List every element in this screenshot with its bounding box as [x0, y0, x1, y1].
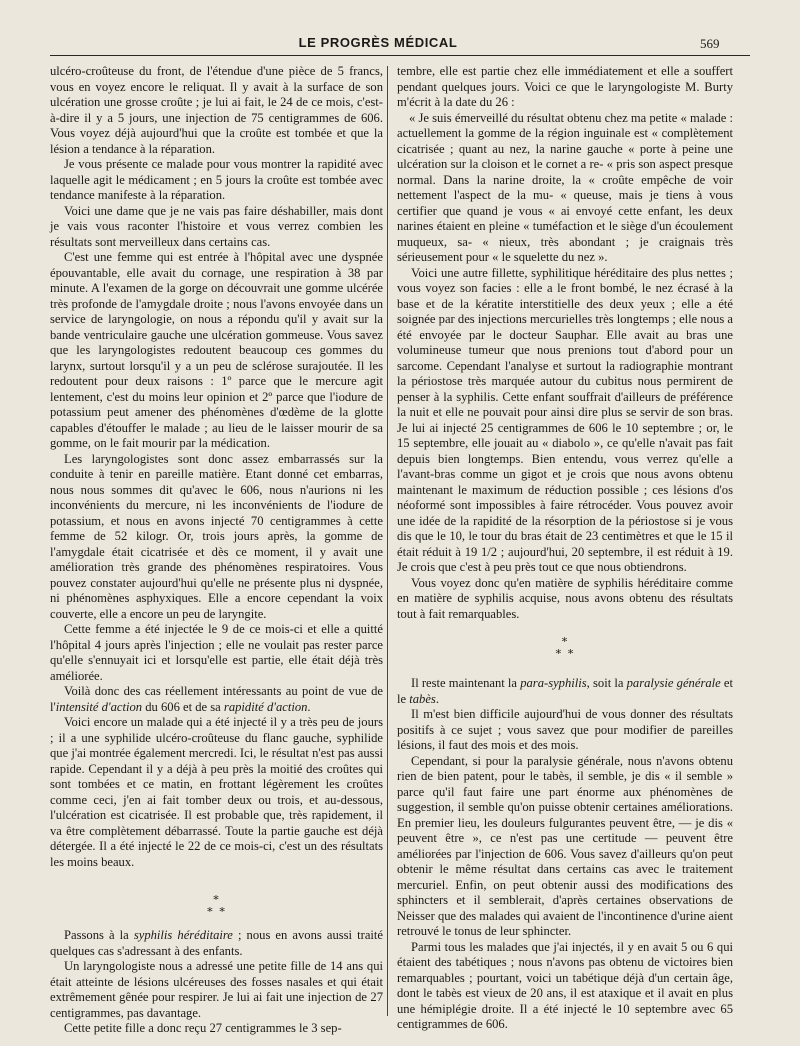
emphasis: para-syphilis — [520, 676, 587, 690]
right-column — [397, 64, 733, 1033]
paragraph: Un laryngologiste nous a adressé une petite fille de 14 ans qui était atteinte de lésions ulcéreuses des fosses nasales et qui était extrêmement gênée pour respirer. Je lui ai fait une injection de 27 centigrammes, pas davantage. — [50, 959, 383, 1020]
text-run: . — [435, 691, 439, 706]
paragraph: Voici une dame que je ne vais pas faire déshabiller, mais dont je vais vous raconter l'histoire et vous verrez combien les résultats sont merveilleux dans certains cas. — [50, 203, 383, 249]
paragraph: tembre, elle est partie chez elle immédiatement et elle a souffert pendant quelques jours. Voici ce que le laryngologiste M. Burty m'écrit à la date du 26 : — [397, 64, 733, 109]
paragraph: ulcéro-croûteuse du front, de l'étendue d'une pièce de 5 francs, vous en voyez encore le reliquat. Il y avait à la surface de son ulcération une grosse croûte ; je lui ai fait, le 24 de ce mois, c'est-à-dire il y a 5 jours, une injection de 75 centigrammes de 606. Vous voyez déjà aujourd'hui que la croûte est tombée et que la lésion a tendance à la réparation. — [50, 64, 383, 156]
paragraph: Parmi tous les malades que j'ai injectés, il y en avait 5 ou 6 qui étaient des tabétiques ; nous n'avons pas obtenu de victoires bien remarquables ; pourtant, voici un tabétique déjà d'un certain âge, dont le tabès est vieux de 20 ans, il est ataxique et il avait en plus une hémiplégie droite. Il a été injecté le 10 septembre avec 65 centigrammes de 606. — [397, 939, 733, 1031]
page-header — [0, 0, 800, 60]
paragraph: Cette petite fille a donc reçu 27 centigrammes le 3 sep- — [64, 1021, 342, 1035]
left-column — [50, 64, 383, 1037]
text-run: et le — [397, 676, 733, 706]
section-separator: ∗ ∗ ∗ — [206, 892, 227, 916]
column-divider — [387, 66, 388, 1016]
paragraph: Les laryngologistes sont donc assez embarrassés sur la conduite à tenir en pareille matière. Etant donné cet embarras, nous nous sommes dit qu'avec le 606, nous n'aurions ni les inconvénients du mercure, ni les inconvénients de l'iodure de potassium, et nous en avons injecté 70 centigrammes à cette femme de 52 kilogr. Or, trois jours après, la gomme de l'amygdale était cicatrisée et dès ce moment, il y avait une amélioration très grande des phénomènes respiratoires. Vous pouvez constater aujourd'hui qu'elle ne présente plus ni dyspnée, ni phénomènes asphyxiques. Elle a encore cependant la voix couverte, elle a encore un peu de laryngite. — [50, 451, 383, 621]
section-separator: ∗ ∗ ∗ — [554, 634, 576, 658]
paragraph: C'est une femme qui est entrée à l'hôpital avec une dyspnée épouvantable, elle avait du cornage, une respiration à 38 par minute. A l'examen de la gorge on découvrait une gomme ulcérée très profonde de l'amygdale droite ; nous l'avons envoyée dans un service de laryngologie, on nous a répondu qu'il y avait sur la bande ventriculaire gauche une ulcération gommeuse. Vous savez que les laryngologistes redoutent beaucoup ces gommes du larynx, surtout lorsqu'il y a un peu de sclérose surajoutée. Il les redoutent pour deux raisons : 1º parce que le mercure agit lentement, c'est du moins leur opinion et 2º parce que l'iodure de potassium peut amener des phénomènes d'œdème de la glotte capables d'étouffer le malade ; au lieu de le laisser mourir de sa gomme, on le fait mourir par la médication. — [50, 250, 383, 450]
running-title: LE PROGRÈS MÉDICAL — [298, 35, 458, 50]
text-run: du 606 et de sa — [142, 699, 224, 714]
text-run: Il reste maintenant la — [411, 676, 521, 690]
paragraph-intensity — [50, 684, 383, 715]
letter-quote: « Je suis émerveillé du résultat obtenu chez ma petite « malade : actuellement la gomme de la région inguinale est « complètement cicatrisée ; quant au nez, la narine gauche « porte à peine une ulcération sur la cloison et le cornet a re- « pris son aspect presque normal. Dans la narine droite, la « croûte empêche de voir nettement l'aspect de la mu- « queuse, mais je tiens à vous certifier que quand je vous « ai envoyé cette enfant, les deux narines étaient en pleine « tuméfaction et le siège d'un écoulement muqueux, sa- « nieux, très abondant ; je craignais très sérieusement pour « le squelette du nez ». — [397, 110, 733, 264]
paragraph: Voici encore un malade qui a été injecté il y a très peu de jours ; il a une syphilide ulcéro-croûteuse du flanc gauche, syphilide que j'ai montrée également mercredi. Ici, le résultat n'est pas aussi rapide. Cependant il y a déjà à peu près la moitié des croûtes qui sont tombées et ce matin, en frottant légèrement les croûtes comme ceci, j'en ai fait tomber deux ou trois, et au-dessous, l'ulcération est cicatrisée. Il est probable que, très rapidement, il va être complètement débarrassé. Toute la partie gauche est déjà détergée. Il a été injecté le 22 de ce mois-ci, c'est un des résultats les moins beaux. — [50, 715, 383, 869]
paragraph: Voici une autre fillette, syphilitique héréditaire des plus nettes ; vous voyez son facies : elle a le front bombé, le nez écrasé à la base et de la kératite interstitielle des deux yeux ; elle a été soignée par des injections mercurielles très longtemps ; elle nous a été envoyée par le docteur Sauphar. Elle avait au bras une volumineuse tumeur que nous prenions tout d'abord pour un sarcome. Cependant l'analyse et surtout la radiographie montrant la périostose très marquée autour du cubitus nous permirent de penser à la syphilis. Cette enfant souffrait d'ailleurs de préférence la nuit et elle ne pouvait pour ainsi dire plus se servir de son bras. Je lui ai injecté 25 centigrammes de 606 le 10 septembre ; or, le 15 septembre, elle jouait au « diabolo », ce qu'elle n'avait pas fait depuis bien longtemps. Bien entendu, vous verrez qu'elle a l'avant-bras comme un gigot et je crois que nous avons obtenu maintenant le maximum de réduction possible ; ces lésions d'os néoformé sont impossibles à faire rétrocéder. Vous pouvez avoir une idée de la rapidité de la résorption de la périostose si je vous dis que le 10, le tour du bras était de 23 centimètres et que le 15 il était réduit à 19 1/2 ; aujourd'hui, 20 septembre, il est réduit à 19. Je crois que c'est à peu près tout ce que nous obtiendrons. — [397, 265, 733, 574]
paragraph: Il m'est bien difficile aujourd'hui de vous donner des résultats positifs à ce sujet ; vous savez que pour modifier de pareilles lésions, il faut des mois et des mois. — [397, 707, 733, 752]
text-run: , soit la — [586, 676, 627, 690]
emphasis: paralysie générale — [626, 676, 721, 690]
emphasis: rapidité d'action — [223, 699, 308, 714]
paragraph: Cependant, si pour la paralysie générale, nous n'avons obtenu rien de bien patent, pour le tabès, il semble, je dis « il semble » parce qu'il faut faire une part énorme aux phénomènes de suggestion, il semble qu'on puisse obtenir certaines améliorations. En premier lieu, les douleurs fulgurantes peuvent être, — je dis « peuvent être », ce n'est pas une certitude — peuvent être améliorées par l'injection de 606. Vous savez d'ailleurs qu'on peut obtenir le même résultat dans certains cas avec le traitement mercuriel. Enfin, on peut obtenir aussi des modifications des sphincters et il semblerait, d'après certaines observations de Neisser que des malades qui avaient de l'incontinence d'urine aient retrouvé le tonus de leur sphincter. — [397, 753, 733, 938]
paragraph: Vous voyez donc qu'en matière de syphilis héréditaire comme en matière de syphilis acquise, nous avons obtenu des résultats tout à fait remarquables. — [397, 575, 733, 621]
header-rule — [50, 55, 750, 56]
paragraph: Cette femme a été injectée le 9 de ce mois-ci et elle a quitté l'hôpital 4 jours après l'injection ; elle ne voulait pas rester parce qu'elle s'ennuyait ici et lorsqu'elle est partie, elle était déjà très améliorée. — [50, 622, 383, 683]
paragraph: Je vous présente ce malade pour vous montrer la rapidité avec laquelle agit le médicament ; en 5 jours la croûte est tombée avec tendance manifeste à la réparation. — [50, 157, 383, 202]
paragraph-hereditary — [50, 928, 383, 959]
text-run: . — [307, 699, 311, 714]
emphasis: intensité d'action — [55, 699, 143, 714]
text-run: ; nous en avons aussi traité quelques cas s'adressant à des enfants. — [50, 928, 384, 958]
emphasis: tabès — [409, 691, 436, 706]
text-run: Passons à la — [64, 928, 134, 942]
page-number: 569 — [700, 36, 720, 51]
paragraph-parasyphilis — [397, 676, 733, 707]
emphasis: syphilis héréditaire — [133, 928, 233, 942]
text-run: Voilà donc des cas réellement intéressants au point de vue de l' — [50, 684, 383, 714]
